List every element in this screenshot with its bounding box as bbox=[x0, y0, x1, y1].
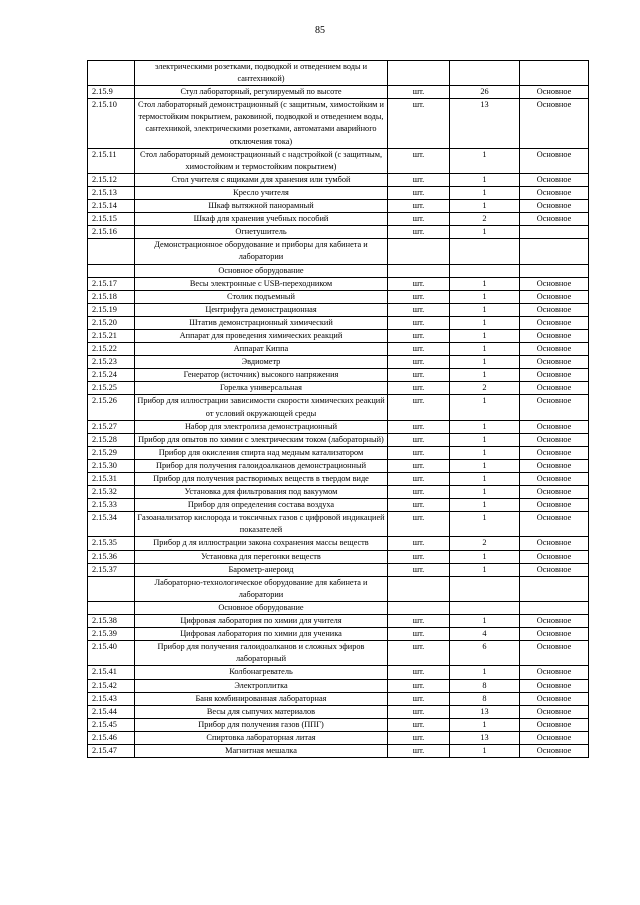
section-row bbox=[88, 601, 589, 614]
table-row bbox=[88, 316, 589, 329]
cell-name: Установка для фильтрования под вакуумом bbox=[135, 486, 388, 499]
table-row bbox=[88, 86, 589, 99]
table-row bbox=[88, 369, 589, 382]
cell-name: Штатив демонстрационный химический bbox=[135, 316, 388, 329]
cell-type: Основное bbox=[520, 433, 589, 446]
table-row bbox=[88, 99, 589, 148]
table-row bbox=[88, 550, 589, 563]
cell-type: Основное bbox=[520, 316, 589, 329]
cell-name: Прибор для опытов по химии с электрическим током (лабораторный) bbox=[135, 433, 388, 446]
cell-number: 2.15.10 bbox=[88, 99, 135, 148]
cell-number: 2.15.34 bbox=[88, 512, 135, 537]
cell-type: Основное bbox=[520, 382, 589, 395]
cell-number: 2.15.18 bbox=[88, 290, 135, 303]
cell-unit: шт. bbox=[388, 213, 450, 226]
table-row bbox=[88, 290, 589, 303]
table-row bbox=[88, 433, 589, 446]
table-row bbox=[88, 641, 589, 666]
cell-quantity bbox=[450, 239, 520, 264]
cell-number: 2.15.14 bbox=[88, 200, 135, 213]
cell-name: Весы для сыпучих материалов bbox=[135, 705, 388, 718]
cell-number: 2.15.11 bbox=[88, 148, 135, 173]
cell-number: 2.15.44 bbox=[88, 705, 135, 718]
table-row bbox=[88, 486, 589, 499]
cell-type: Основное bbox=[520, 731, 589, 744]
cell-number: 2.15.30 bbox=[88, 459, 135, 472]
cell-name: Стул лабораторный, регулируемый по высоте bbox=[135, 86, 388, 99]
table-row bbox=[88, 459, 589, 472]
cell-unit: шт. bbox=[388, 433, 450, 446]
cell-unit: шт. bbox=[388, 369, 450, 382]
cell-quantity: 1 bbox=[450, 369, 520, 382]
cell-type: Основное bbox=[520, 420, 589, 433]
cell-name: Прибор для получения галоидоалканов демонстрационный bbox=[135, 459, 388, 472]
table-row bbox=[88, 718, 589, 731]
cell-type: Основное bbox=[520, 628, 589, 641]
cell-type: Основное bbox=[520, 99, 589, 148]
cell-unit: шт. bbox=[388, 277, 450, 290]
section-heading: Основное оборудование bbox=[135, 264, 388, 277]
cell-number: 2.15.12 bbox=[88, 173, 135, 186]
cell-quantity: 1 bbox=[450, 563, 520, 576]
cell-name: Центрифуга демонстрационная bbox=[135, 303, 388, 316]
table-row bbox=[88, 148, 589, 173]
cell-number: 2.15.42 bbox=[88, 679, 135, 692]
cell-quantity: 4 bbox=[450, 628, 520, 641]
equipment-table bbox=[87, 60, 589, 758]
cell-quantity: 6 bbox=[450, 641, 520, 666]
cell-number: 2.15.28 bbox=[88, 433, 135, 446]
cell-type bbox=[520, 601, 589, 614]
cell-number: 2.15.47 bbox=[88, 744, 135, 757]
cell-quantity: 1 bbox=[450, 173, 520, 186]
cell-unit: шт. bbox=[388, 459, 450, 472]
cell-unit: шт. bbox=[388, 343, 450, 356]
cell-quantity: 1 bbox=[450, 499, 520, 512]
cell-quantity: 1 bbox=[450, 744, 520, 757]
cell-quantity: 1 bbox=[450, 718, 520, 731]
cell-number: 2.15.24 bbox=[88, 369, 135, 382]
section-row bbox=[88, 264, 589, 277]
cell-number: 2.15.20 bbox=[88, 316, 135, 329]
cell-name: Весы электронные с USB-переходником bbox=[135, 277, 388, 290]
cell-number: 2.15.40 bbox=[88, 641, 135, 666]
cell-quantity: 1 bbox=[450, 512, 520, 537]
cell-unit: шт. bbox=[388, 666, 450, 679]
cell-number: 2.15.26 bbox=[88, 395, 135, 420]
table-row bbox=[88, 303, 589, 316]
cell-name: Прибор для окисления спирта над медным катализатором bbox=[135, 446, 388, 459]
cell-unit: шт. bbox=[388, 705, 450, 718]
table-row bbox=[88, 473, 589, 486]
cell-unit: шт. bbox=[388, 550, 450, 563]
cell-name: электрическими розетками, подводкой и отведением воды и сантехникой) bbox=[135, 61, 388, 86]
cell-quantity: 1 bbox=[450, 186, 520, 199]
cell-quantity: 1 bbox=[450, 433, 520, 446]
cell-unit bbox=[388, 264, 450, 277]
section-heading: Основное оборудование bbox=[135, 601, 388, 614]
table-row bbox=[88, 512, 589, 537]
cell-unit: шт. bbox=[388, 744, 450, 757]
cell-type bbox=[520, 226, 589, 239]
cell-type bbox=[520, 239, 589, 264]
cell-quantity: 13 bbox=[450, 99, 520, 148]
cell-quantity: 1 bbox=[450, 148, 520, 173]
cell-number: 2.15.39 bbox=[88, 628, 135, 641]
cell-quantity: 1 bbox=[450, 666, 520, 679]
cell-unit: шт. bbox=[388, 382, 450, 395]
cell-number: 2.15.45 bbox=[88, 718, 135, 731]
cell-unit: шт. bbox=[388, 316, 450, 329]
cell-unit: шт. bbox=[388, 486, 450, 499]
table-row bbox=[88, 499, 589, 512]
table-row bbox=[88, 666, 589, 679]
cell-type: Основное bbox=[520, 615, 589, 628]
cell-type: Основное bbox=[520, 718, 589, 731]
cell-quantity: 2 bbox=[450, 537, 520, 550]
cell-type: Основное bbox=[520, 329, 589, 342]
cell-quantity: 1 bbox=[450, 277, 520, 290]
cell-quantity: 1 bbox=[450, 395, 520, 420]
cell-quantity: 8 bbox=[450, 692, 520, 705]
cell-unit: шт. bbox=[388, 148, 450, 173]
section-heading: Демонстрационное оборудование и приборы для кабинета и лаборатории bbox=[135, 239, 388, 264]
cell-quantity: 1 bbox=[450, 486, 520, 499]
cell-name: Электроплитка bbox=[135, 679, 388, 692]
cell-quantity: 1 bbox=[450, 459, 520, 472]
cell-number: 2.15.46 bbox=[88, 731, 135, 744]
cell-quantity: 26 bbox=[450, 86, 520, 99]
cell-unit bbox=[388, 239, 450, 264]
table-row bbox=[88, 679, 589, 692]
cell-name: Горелка универсальная bbox=[135, 382, 388, 395]
cell-type: Основное bbox=[520, 679, 589, 692]
cell-type: Основное bbox=[520, 369, 589, 382]
equipment-table-body bbox=[88, 61, 589, 758]
cell-unit bbox=[388, 601, 450, 614]
cell-unit: шт. bbox=[388, 679, 450, 692]
page-number: 85 bbox=[315, 25, 325, 36]
cell-type: Основное bbox=[520, 486, 589, 499]
table-row bbox=[88, 356, 589, 369]
table-row bbox=[88, 200, 589, 213]
section-heading: Лабораторно-технологическое оборудование для кабинета и лаборатории bbox=[135, 576, 388, 601]
cell-number: 2.15.41 bbox=[88, 666, 135, 679]
table-row bbox=[88, 343, 589, 356]
cell-name: Набор для электролиза демонстрационный bbox=[135, 420, 388, 433]
cell-name: Аппарат Киппа bbox=[135, 343, 388, 356]
cell-unit: шт. bbox=[388, 499, 450, 512]
cell-quantity: 1 bbox=[450, 550, 520, 563]
cell-unit: шт. bbox=[388, 628, 450, 641]
cell-quantity: 13 bbox=[450, 705, 520, 718]
cell-quantity: 2 bbox=[450, 382, 520, 395]
table-row bbox=[88, 615, 589, 628]
table-row bbox=[88, 213, 589, 226]
cell-number: 2.15.22 bbox=[88, 343, 135, 356]
cell-quantity: 1 bbox=[450, 446, 520, 459]
cell-quantity: 1 bbox=[450, 290, 520, 303]
cell-type: Основное bbox=[520, 290, 589, 303]
cell-quantity bbox=[450, 576, 520, 601]
cell-unit: шт. bbox=[388, 290, 450, 303]
table-row bbox=[88, 563, 589, 576]
cell-name: Стол лабораторный демонстрационный с надстройкой (с защитным, химостойким и термостойким покрытием) bbox=[135, 148, 388, 173]
cell-type: Основное bbox=[520, 459, 589, 472]
table-row bbox=[88, 692, 589, 705]
cell-name: Шкаф для хранения учебных пособий bbox=[135, 213, 388, 226]
cell-type: Основное bbox=[520, 200, 589, 213]
cell-name: Баня комбинированная лабораторная bbox=[135, 692, 388, 705]
cell-unit: шт. bbox=[388, 563, 450, 576]
cell-quantity bbox=[450, 601, 520, 614]
cell-unit: шт. bbox=[388, 446, 450, 459]
table-row bbox=[88, 731, 589, 744]
cell-type: Основное bbox=[520, 186, 589, 199]
table-row bbox=[88, 420, 589, 433]
cell-number: 2.15.21 bbox=[88, 329, 135, 342]
table-row bbox=[88, 628, 589, 641]
cell-unit: шт. bbox=[388, 200, 450, 213]
cell-quantity: 1 bbox=[450, 329, 520, 342]
cell-quantity: 1 bbox=[450, 356, 520, 369]
cell-unit: шт. bbox=[388, 329, 450, 342]
cell-unit: шт. bbox=[388, 537, 450, 550]
cell-name: Газоанализатор кислорода и токсичных газов с цифровой индикацией показателей bbox=[135, 512, 388, 537]
cell-type: Основное bbox=[520, 303, 589, 316]
cell-type: Основное bbox=[520, 343, 589, 356]
cell-unit: шт. bbox=[388, 473, 450, 486]
cell-quantity: 1 bbox=[450, 200, 520, 213]
table-row bbox=[88, 277, 589, 290]
cell-number bbox=[88, 576, 135, 601]
cell-name: Прибор для получения галоидоалканов и сложных эфиров лабораторный bbox=[135, 641, 388, 666]
cell-unit: шт. bbox=[388, 356, 450, 369]
cell-type: Основное bbox=[520, 744, 589, 757]
cell-unit: шт. bbox=[388, 420, 450, 433]
cell-type: Основное bbox=[520, 446, 589, 459]
cell-quantity: 1 bbox=[450, 473, 520, 486]
cell-quantity: 1 bbox=[450, 226, 520, 239]
cell-type bbox=[520, 61, 589, 86]
cell-number: 2.15.15 bbox=[88, 213, 135, 226]
cell-name: Магнитная мешалка bbox=[135, 744, 388, 757]
cell-type: Основное bbox=[520, 705, 589, 718]
cell-number: 2.15.33 bbox=[88, 499, 135, 512]
cell-number: 2.15.38 bbox=[88, 615, 135, 628]
cell-type: Основное bbox=[520, 356, 589, 369]
cell-type: Основное bbox=[520, 563, 589, 576]
cell-number bbox=[88, 61, 135, 86]
cell-name: Установка для перегонки веществ bbox=[135, 550, 388, 563]
cell-name: Эвдиометр bbox=[135, 356, 388, 369]
cell-number: 2.15.32 bbox=[88, 486, 135, 499]
cell-number: 2.15.29 bbox=[88, 446, 135, 459]
cell-type: Основное bbox=[520, 550, 589, 563]
cell-unit: шт. bbox=[388, 99, 450, 148]
cell-unit: шт. bbox=[388, 303, 450, 316]
cell-number bbox=[88, 601, 135, 614]
cell-number: 2.15.17 bbox=[88, 277, 135, 290]
cell-type: Основное bbox=[520, 692, 589, 705]
table-row bbox=[88, 705, 589, 718]
table-row bbox=[88, 395, 589, 420]
cell-quantity: 1 bbox=[450, 316, 520, 329]
cell-name: Барометр-анероид bbox=[135, 563, 388, 576]
cell-number: 2.15.9 bbox=[88, 86, 135, 99]
cell-unit: шт. bbox=[388, 641, 450, 666]
cell-quantity bbox=[450, 61, 520, 86]
cell-name: Огнетушитель bbox=[135, 226, 388, 239]
cell-unit: шт. bbox=[388, 86, 450, 99]
cell-number: 2.15.31 bbox=[88, 473, 135, 486]
cell-name: Прибор для иллюстрации зависимости скорости химических реакций от условий окружающей среды bbox=[135, 395, 388, 420]
cell-number: 2.15.37 bbox=[88, 563, 135, 576]
cell-type: Основное bbox=[520, 666, 589, 679]
cell-type bbox=[520, 576, 589, 601]
cell-type: Основное bbox=[520, 277, 589, 290]
cell-unit: шт. bbox=[388, 186, 450, 199]
cell-unit bbox=[388, 61, 450, 86]
section-row bbox=[88, 239, 589, 264]
cell-quantity: 2 bbox=[450, 213, 520, 226]
cell-type: Основное bbox=[520, 473, 589, 486]
cell-type: Основное bbox=[520, 537, 589, 550]
cell-name: Колбонагреватель bbox=[135, 666, 388, 679]
cell-quantity: 13 bbox=[450, 731, 520, 744]
cell-number bbox=[88, 239, 135, 264]
cell-number: 2.15.36 bbox=[88, 550, 135, 563]
cell-number: 2.15.23 bbox=[88, 356, 135, 369]
cell-number: 2.15.43 bbox=[88, 692, 135, 705]
cell-name: Спиртовка лабораторная литая bbox=[135, 731, 388, 744]
cell-quantity: 1 bbox=[450, 343, 520, 356]
cell-type: Основное bbox=[520, 86, 589, 99]
cell-name: Прибор для определения состава воздуха bbox=[135, 499, 388, 512]
cell-unit: шт. bbox=[388, 226, 450, 239]
cell-unit: шт. bbox=[388, 692, 450, 705]
cell-quantity: 1 bbox=[450, 420, 520, 433]
table-row bbox=[88, 446, 589, 459]
table-row bbox=[88, 537, 589, 550]
cell-quantity bbox=[450, 264, 520, 277]
table-row bbox=[88, 61, 589, 86]
table-row bbox=[88, 744, 589, 757]
cell-type bbox=[520, 264, 589, 277]
cell-type: Основное bbox=[520, 499, 589, 512]
cell-type: Основное bbox=[520, 641, 589, 666]
cell-quantity: 8 bbox=[450, 679, 520, 692]
cell-number: 2.15.35 bbox=[88, 537, 135, 550]
cell-type: Основное bbox=[520, 512, 589, 537]
section-row bbox=[88, 576, 589, 601]
cell-quantity: 1 bbox=[450, 615, 520, 628]
cell-number bbox=[88, 264, 135, 277]
cell-name: Цифровая лаборатория по химии для ученика bbox=[135, 628, 388, 641]
table-row bbox=[88, 329, 589, 342]
cell-number: 2.15.25 bbox=[88, 382, 135, 395]
table-row bbox=[88, 173, 589, 186]
cell-unit: шт. bbox=[388, 173, 450, 186]
cell-unit: шт. bbox=[388, 395, 450, 420]
cell-name: Аппарат для проведения химических реакций bbox=[135, 329, 388, 342]
cell-unit: шт. bbox=[388, 615, 450, 628]
cell-name: Цифровая лаборатория по химии для учителя bbox=[135, 615, 388, 628]
cell-unit: шт. bbox=[388, 731, 450, 744]
table-row bbox=[88, 186, 589, 199]
cell-number: 2.15.27 bbox=[88, 420, 135, 433]
cell-number: 2.15.13 bbox=[88, 186, 135, 199]
cell-type: Основное bbox=[520, 148, 589, 173]
cell-number: 2.15.19 bbox=[88, 303, 135, 316]
cell-number: 2.15.16 bbox=[88, 226, 135, 239]
cell-name: Стол лабораторный демонстрационный (с защитным, химостойким и термостойким покрытием, раковиной, подводкой и отведением воды, сантехникой, электрическими розетками, автоматами аварийного отключения тока) bbox=[135, 99, 388, 148]
cell-name: Кресло учителя bbox=[135, 186, 388, 199]
cell-unit: шт. bbox=[388, 512, 450, 537]
cell-unit: шт. bbox=[388, 718, 450, 731]
cell-name: Шкаф вытяжной панорамный bbox=[135, 200, 388, 213]
cell-quantity: 1 bbox=[450, 303, 520, 316]
cell-name: Прибор для получения растворимых веществ в твердом виде bbox=[135, 473, 388, 486]
cell-name: Прибор д ля иллюстрации закона сохранения массы веществ bbox=[135, 537, 388, 550]
cell-name: Стол учителя с ящиками для хранения или тумбой bbox=[135, 173, 388, 186]
table-row bbox=[88, 382, 589, 395]
cell-unit bbox=[388, 576, 450, 601]
cell-name: Столик подъемный bbox=[135, 290, 388, 303]
cell-name: Прибор для получения газов (ППГ) bbox=[135, 718, 388, 731]
cell-name: Генератор (источник) высокого напряжения bbox=[135, 369, 388, 382]
cell-type: Основное bbox=[520, 395, 589, 420]
cell-type: Основное bbox=[520, 173, 589, 186]
cell-type: Основное bbox=[520, 213, 589, 226]
table-row bbox=[88, 226, 589, 239]
